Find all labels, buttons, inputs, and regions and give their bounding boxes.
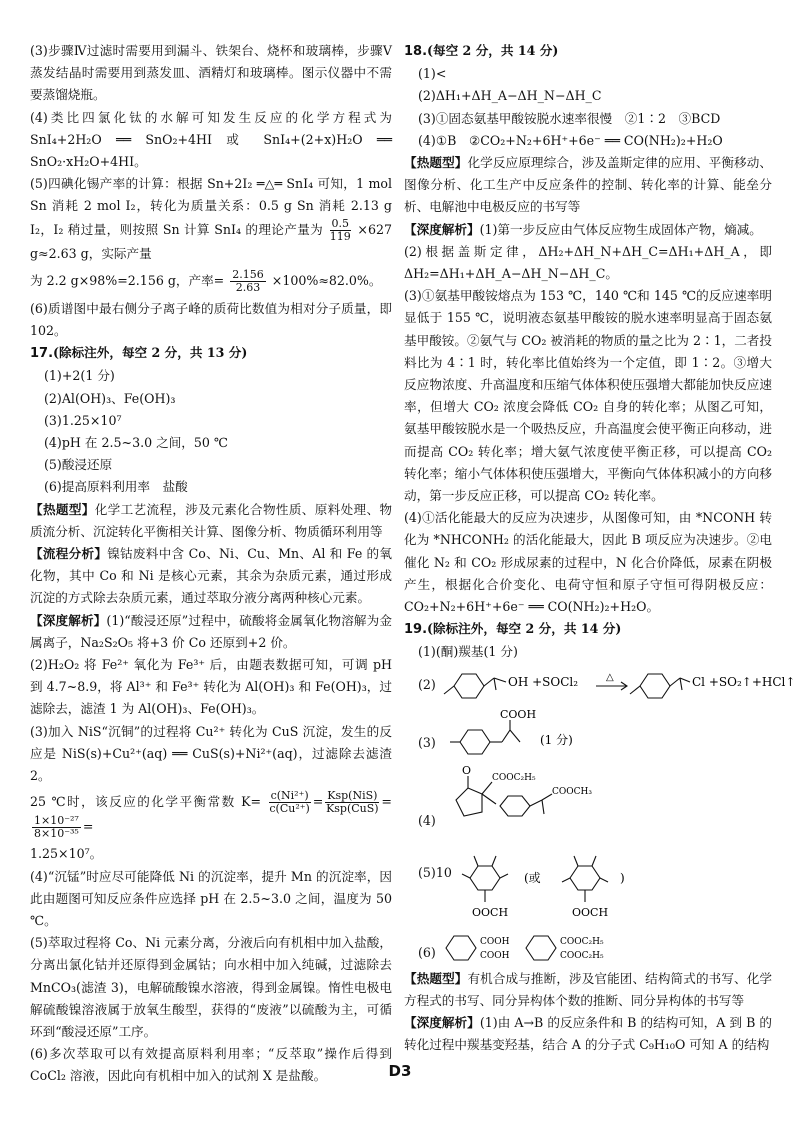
methyl-bond-4 xyxy=(680,678,682,690)
oh-bond xyxy=(494,678,506,682)
answer-16-6: (6)质谱图中最右侧分子离子峰的质荷比数值为相对分子质量，即 102。 xyxy=(30,300,392,339)
q19-answer-3-structure: (3) COOH (1 分) xyxy=(404,708,772,760)
q19-answer-4-structure: (4) O COOC₂H₅ COOCH₃ xyxy=(404,760,772,844)
svg-text:COOC₂H₅: COOC₂H₅ xyxy=(560,936,604,947)
q17-deep-analysis-3: (3)加入 NiS“沉铜”的过程将 Cu²⁺ 转化为 CuS 沉淀，发生的反应是 NiS(s)+Cu²⁺(aq) ══ CuS(s)+Ni²⁺(aq)，过滤除去滤渣 2。 xyxy=(30,723,392,784)
q17-answer-3: (3)1.25×10⁷ xyxy=(44,412,122,428)
svg-text:COOH: COOH xyxy=(480,936,510,947)
q19-answer-1: (1)(酮)羰基(1 分) xyxy=(418,644,518,660)
svg-text:(1 分): (1 分) xyxy=(540,732,573,747)
q17-deep-analysis-1: 【深度解析】(1)“酸浸还原”过程中，硫酸将金属氧化物溶解为金属离子，Na₂S₂O₅ 将+3 价 Co 还原到+2 价。 xyxy=(30,612,393,650)
chain-bond-2 xyxy=(502,730,510,742)
q19-answer-6-structures: (6) COOH COOH COOC₂H₅ COOC₂H₅ xyxy=(404,928,772,968)
answer-16-5-yield: 为 2.2 g×98%=2.156 g，产率= $\frac{2.156}{2.63}$ ×100%≈82.0%。 xyxy=(30,267,382,294)
methyl-5a-1 xyxy=(474,856,478,866)
benzene-ring-2 xyxy=(640,674,670,698)
benzene-ring-5b xyxy=(570,866,600,890)
right-column xyxy=(404,40,796,1057)
answer-16-3: (3)步骤Ⅳ过滤时需要用到漏斗、铁架台、烧杯和玻璃棒，步骤Ⅴ蒸发结晶时需要用到蒸发皿、酒精灯和玻璃棒。图示仪器中不需要蒸馏烧瓶。 xyxy=(30,43,392,103)
fraction-sn: $\frac{0.5}{119}$ xyxy=(329,216,351,243)
q17-flow-analysis: 【流程分析】镍钴废料中含 Co、Ni、Cu、Mn、Al 和 Fe 的氧化物，其中 Co 和 Ni 是核心元素，其余为杂质元素，通过形成沉淀的方式除去杂质元素，通过萃取分液分离两种核心元素。 xyxy=(30,546,393,606)
side-chain-bond xyxy=(484,678,494,686)
question-18-header: 18.(每空 2 分，共 14 分) xyxy=(404,43,559,59)
question-17-header: 17.(除标注外，每空 2 分，共 13 分) xyxy=(30,345,248,362)
page-number: D3 xyxy=(388,1062,412,1080)
q18-deep-analysis-1: 【深度解析】(1)第一步反应由气体反应物生成固体产物，熵减。 xyxy=(404,221,762,237)
svg-text:OH +SOCl₂: OH +SOCl₂ xyxy=(508,674,579,689)
ester-bond xyxy=(482,782,492,794)
q17-deep-analysis-6: (6)多次萃取可以有效提高原料利用率；“反萃取”操作后得到 CoCl₂ 溶液，因此向有机相中加入的试剂 X 是盐酸。 xyxy=(30,1046,392,1084)
q18-answer-3: (3)①固态氨基甲酸铵脱水速率很慢 ②1∶2 ③BCD xyxy=(418,110,721,126)
svg-text:(或: (或 xyxy=(524,870,541,885)
q18-answer-2: (2)ΔH₁+ΔH_A−ΔH_N−ΔH_C xyxy=(418,88,602,104)
q18-answer-1: (1)< xyxy=(418,66,447,82)
q17-answer-6: (6)提高原料利用率 盐酸 xyxy=(44,479,188,495)
benzene-ring-1 xyxy=(454,674,484,698)
q18-answer-4: (4)①B ②CO₂+N₂+6H⁺+6e⁻ ══ CO(NH₂)₂+H₂O xyxy=(418,132,723,148)
benzene-ring-5a xyxy=(470,866,500,890)
methyl-bond-6 xyxy=(542,800,544,814)
cyclohexane-ring-2 xyxy=(526,936,556,960)
q17-answer-1: (1)+2(1 分) xyxy=(44,368,115,384)
structure-6 xyxy=(440,928,680,968)
svg-text:Cl +SO₂↑+HCl↑: Cl +SO₂↑+HCl↑ xyxy=(692,674,796,689)
answer-16-5: (5)四碘化锡产率的计算：根据 Sn+2I₂ ═△═ SnI₄ 可知，1 mol Sn 消耗 2 mol I₂，转化为质量关系：0.5 g Sn 消耗 2.13 g I₂，I₂ 稍过量，则按照 Sn 计算 SnI₄ 的理论产量为 $\frac{0.5}{119}$ ×627 g≈2.63 g，实际产量 xyxy=(30,176,392,261)
benzyl-bond xyxy=(482,794,496,804)
q17-equilibrium-constant: 25 ℃时，该反应的化学平衡常数 K= $\frac{\text{c(Ni²⁺)}}{\text{c(Cu²⁺)}}$ = $\frac{\text{Ksp(NiS)}}{\text{Ksp(CuS)}}$ = $\frac{\text{1×10⁻²⁷}}{\text{8×10⁻³⁵}}$ = xyxy=(30,789,392,841)
svg-text:COOCH₃: COOCH₃ xyxy=(552,786,592,797)
benzene-ring-3 xyxy=(460,730,490,754)
svg-text:COOH: COOH xyxy=(500,707,537,721)
svg-text:OOCH: OOCH xyxy=(472,905,509,919)
q17-answer-5: (5)酸浸还原 xyxy=(44,457,113,473)
svg-text:COOC₂H₅: COOC₂H₅ xyxy=(560,950,604,961)
svg-text:): ) xyxy=(620,870,625,885)
q17-answer-2: (2)Al(OH)₃、Fe(OH)₃ xyxy=(44,390,176,406)
structure-equation-2 xyxy=(440,664,796,708)
question-19-header: 19.(除标注外，每空 2 分，共 14 分) xyxy=(404,621,622,638)
methyl-bond xyxy=(444,686,454,694)
q17-deep-analysis-4: (4)“沉锰”时应尽可能降低 Ni 的沉淀率，提升 Mn 的沉淀率，因此由题图可知反应条件应选择 pH 在 2.5~3.0 之间，温度为 50 ℃。 xyxy=(30,868,392,928)
q17-k-value: 1.25×10⁷。 xyxy=(30,846,103,862)
left-column xyxy=(30,40,392,1088)
cyclohexane-ring-1 xyxy=(446,936,476,960)
q17-deep-analysis-5: (5)萃取过程将 Co、Ni 元素分离，分液后向有机相中加入盐酸，分离出氯化钴并还原得到金属钴；向水相中加入纯碱，过滤除去 MnCO₃(滤渣 3)，电解硫酸镍水溶液，得到金属镍。惰性电极电解硫酸镍溶液属于放氧生酸型，获得的“废液”以硫酸为主，可循环到“酸浸还原”工序。 xyxy=(30,935,392,1039)
svg-text:COOH: COOH xyxy=(480,950,510,961)
methyl-5b-4 xyxy=(600,878,608,882)
q19-hot-topic: 【热题型】有机合成与推断，涉及官能团、结构简式的书写、化学方程式的书写、同分异构体个数的推断、同分异构体的书写等 xyxy=(404,970,773,1008)
cyclopentanone-ring xyxy=(456,788,482,816)
q19-answer-5-structures: (5)10 OOCH (或 OOCH ) xyxy=(404,844,772,928)
chain-bond-3 xyxy=(510,730,520,742)
methyl-bond-3 xyxy=(630,686,640,694)
svg-text:O: O xyxy=(462,763,472,777)
methyl-5a-4 xyxy=(500,874,508,878)
fraction-yield: $\frac{2.156}{2.63}$ xyxy=(232,267,264,294)
methyl-5a-2 xyxy=(492,856,496,866)
methyl-5b-2 xyxy=(592,856,596,866)
benzene-ring-4 xyxy=(500,796,530,816)
q17-deep-analysis-2: (2)H₂O₂ 将 Fe²⁺ 氧化为 Fe³⁺ 后，由题表数据可知，可调 pH 到 4.7~8.9，将 Al³⁺ 和 Fe³⁺ 转化为 Al(OH)₃ 和 Fe(OH)₃，过滤除去，滤渣 1 为 Al(OH)₃、Fe(OH)₃。 xyxy=(30,657,392,717)
q18-deep-analysis-3: (3)①氨基甲酸铵熔点为 153 ℃，140 ℃和 145 ℃的反应速率明显低于 155 ℃，说明液态氨基甲酸铵的脱水速率明显高于固态氨基甲酸铵。②氨气与 CO₂ 被消耗的物质的量之比为 2∶1，二者投料比为 4∶1 时，转化率比值始终为一个定值，即 1∶2。③增大反应物浓度、升高温度和压缩气体体积使压强增大都能加快反应速率，但增大 CO₂ 浓度会降低 CO₂ 自身的转化率；从图乙可知，氨基甲酸铵脱水是一个吸热反应，升高温度会使平衡正向移动，进而提高 CO₂ 转化率；增大氨气浓度使平衡正移，可以提高 CO₂ 转化率；缩小气体体积使压强增大，平衡向气体体积减小的方向移动，第一步反应正移，可以提高 CO₂ 转化率。 xyxy=(404,288,772,504)
methyl-bond-2 xyxy=(494,678,496,690)
cl-bond xyxy=(680,678,690,682)
side-chain-bond-2 xyxy=(670,678,680,686)
svg-text:OOCH: OOCH xyxy=(572,905,609,919)
methyl-5b-3 xyxy=(562,878,570,882)
svg-text:COOC₂H₅: COOC₂H₅ xyxy=(492,772,536,783)
q19-answer-2-equation: (2) OH +SOCl₂ △ Cl +SO₂↑+HCl↑ xyxy=(404,664,772,708)
q17-hot-topic: 【热题型】化学工艺流程，涉及元素化合物性质、原料处理、物质流分析、沉淀转化平衡相关计算、图像分析、物质循环利用等 xyxy=(30,501,393,539)
methyl-5a-3 xyxy=(462,874,470,878)
ester-bond-2 xyxy=(542,794,552,800)
chain-bond-4 xyxy=(530,800,542,806)
q17-answer-4: (4)pH 在 2.5~3.0 之间，50 ℃ xyxy=(44,435,228,451)
structure-5 xyxy=(440,844,680,928)
answer-16-4: (4)类比四氯化钛的水解可知发生反应的化学方程式为 SnI₄+2H₂O ══ SnO₂+4HI 或 SnI₄+(2+x)H₂O ══ SnO₂·xH₂O+4HI。 xyxy=(30,109,392,170)
structure-3 xyxy=(440,708,640,760)
svg-text:△: △ xyxy=(606,671,614,683)
q18-hot-topic: 【热题型】化学反应原理综合，涉及盖斯定律的应用、平衡移动、图像分析、化工生产中反应条件的控制、转化率的计算、能垒分析、电解池中电极反应的书写等 xyxy=(404,155,773,215)
q18-deep-analysis-2: (2)根据盖斯定律，ΔH₂+ΔH_N+ΔH_C=ΔH₁+ΔH_A，即 ΔH₂=ΔH₁+ΔH_A−ΔH_N−ΔH_C。 xyxy=(404,243,772,282)
q19-deep-analysis-1: 【深度解析】(1)由 A→B 的反应条件和 B 的结构可知，A 到 B 的转化过程中羰基变羟基，结合 A 的分子式 C₉H₁₀O 可知 A 的结构 xyxy=(404,1015,772,1053)
structure-4 xyxy=(440,760,660,844)
q18-deep-analysis-4: (4)①活化能最大的反应为决速步，从图像可知，由 *NCONH 转化为 *NHCONH₂ 的活化能最大，因此 B 项反应为决速步。②电催化 N₂ 和 CO₂ 形成尿素的过程中，N 化合价降低，尿素在阴极产生，根据化合价变化、电荷守恒和原子守恒可得阴极反应：CO₂+N₂+6H⁺+6e⁻ ══ CO(NH₂)₂+H₂O。 xyxy=(404,510,772,615)
methyl-5b-1 xyxy=(574,856,578,866)
